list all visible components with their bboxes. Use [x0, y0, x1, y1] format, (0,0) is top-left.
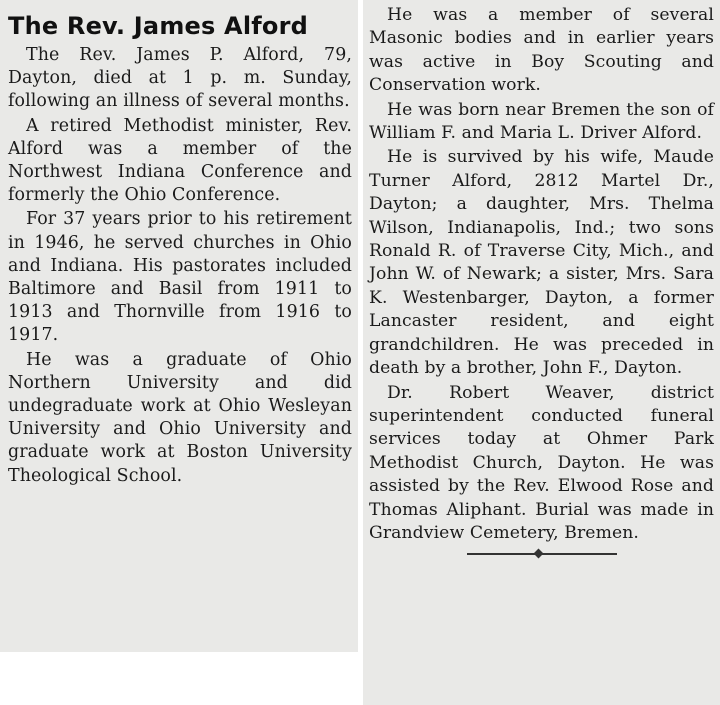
obituary-left-column [0, 0, 358, 652]
paragraph-education: He was a graduate of Ohio Northern University and did undegraduate work at Ohio Wesleyan University and Ohio University and graduate work at Boston University Theological School. [8, 349, 352, 486]
paragraph-survivors: He is survived by his wife, Maude Turner Alford, 2812 Martel Dr., Dayton; a daughter, Mrs. Thelma Wilson, Indianapolis, Ind.; two sons Ronald R. of Traverse City, Mich., and John W. of Newark; a sister, Mrs. Sara K. Westenbarger, Dayton, a former Lancaster resident, and eight grandchildren. He was preceded in death by a brother, John F., Dayton. [369, 147, 714, 379]
end-rule-diamond-icon [533, 549, 543, 559]
paragraph-birth: He was born near Bremen the son of William F. and Maria L. Driver Alford. [369, 99, 714, 144]
obituary-headline: The Rev. James Alford [8, 12, 309, 40]
obituary-right-column [363, 0, 720, 705]
end-of-article-rule [467, 549, 617, 559]
paragraph-services: Dr. Robert Weaver, district superintendent conducted funeral services today at Ohmer Park Methodist Church, Dayton. He was assisted by the Rev. Elwood Rose and Thomas Aliphant. Burial was made in Grandview Cemetery, Bremen. [369, 382, 714, 543]
paragraph-pastorates: For 37 years prior to his retirement in 1946, he served churches in Ohio and Indiana. His pastorates included Baltimore and Basil from 1911 to 1913 and Thornville from 1916 to 1917. [8, 209, 352, 346]
paragraph-memberships: He was a member of several Masonic bodies and in earlier years was active in Boy Scouting and Conservation work. [369, 5, 714, 96]
paragraph-death-notice: The Rev. James P. Alford, 79, Dayton, died at 1 p. m. Sunday, following an illness of several months. [8, 45, 352, 112]
paragraph-ministry: A retired Methodist minister, Rev. Alford was a member of the Northwest Indiana Conference and formerly the Ohio Conference. [8, 115, 352, 206]
